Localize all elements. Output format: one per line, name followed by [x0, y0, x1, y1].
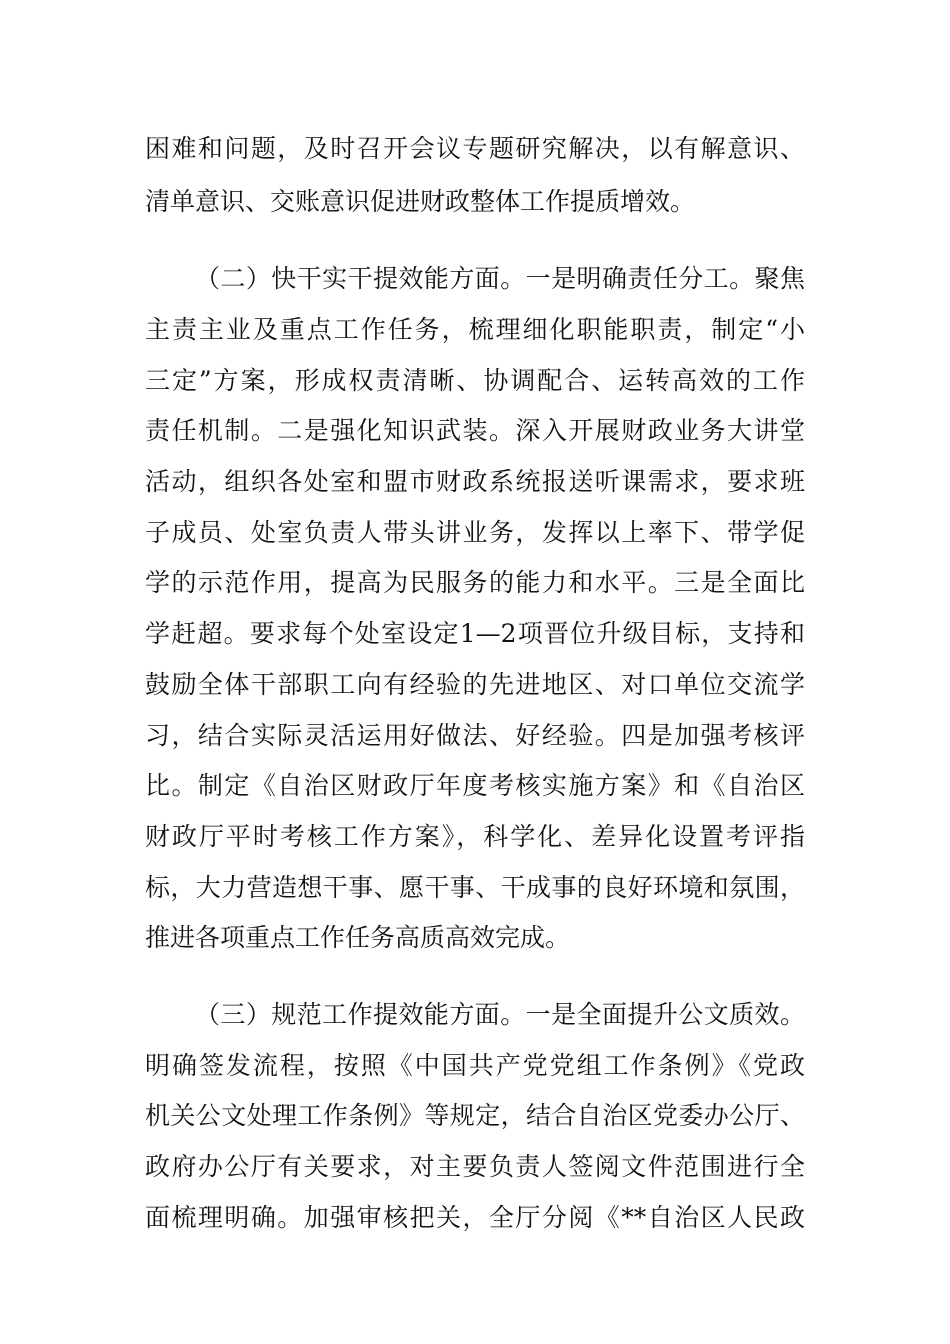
text-line-5: 三定”方案，形成权责清晰、协调配合、运转高效的工作	[145, 366, 805, 395]
text-line-3: （二）快干实干提效能方面。一是明确责任分工。聚焦	[195, 264, 805, 293]
text-line-7: 活动，组织各处室和盟市财政系统报送听课需求，要求班	[145, 467, 805, 496]
text-line-8: 子成员、处室负责人带头讲业务，发挥以上率下、带学促	[145, 518, 805, 547]
text-line-18: 明确签发流程，按照《中国共产党党组工作条例》《党政	[145, 1051, 805, 1080]
text-line-16: 推进各项重点工作任务高质高效完成。	[145, 923, 571, 952]
text-line-2: 清单意识、交账意识促进财政整体工作提质增效。	[145, 187, 696, 216]
text-line-6: 责任机制。二是强化知识武装。深入开展财政业务大讲堂	[145, 416, 805, 445]
text-line-17: （三）规范工作提效能方面。一是全面提升公文质效。	[195, 1000, 805, 1029]
text-line-12: 习，结合实际灵活运用好做法、好经验。四是加强考核评	[145, 721, 805, 750]
text-line-15: 标，大力营造想干事、愿干事、干成事的良好环境和氛围，	[145, 873, 805, 902]
text-line-9: 学的示范作用，提高为民服务的能力和水平。三是全面比	[145, 568, 805, 597]
text-line-14: 财政厅平时考核工作方案》，科学化、差异化设置考评指	[145, 822, 805, 851]
text-line-11: 鼓励全体干部职工向有经验的先进地区、对口单位交流学	[145, 670, 805, 699]
text-line-19: 机关公文处理工作条例》等规定，结合自治区党委办公厅、	[145, 1101, 805, 1130]
text-line-13: 比。制定《自治区财政厅年度考核实施方案》和《自治区	[145, 771, 805, 800]
text-line-21: 面梳理明确。加强审核把关，全厅分阅《**自治区人民政	[145, 1203, 805, 1232]
text-line-4: 主责主业及重点工作任务，梳理细化职能职责，制定“小	[145, 315, 805, 344]
text-line-1: 困难和问题，及时召开会议专题研究解决，以有解意识、	[145, 134, 805, 163]
text-line-20: 政府办公厅有关要求，对主要负责人签阅文件范围进行全	[145, 1152, 805, 1181]
text-line-10: 学赶超。要求每个处室设定1—2项晋位升级目标，支持和	[145, 619, 805, 648]
